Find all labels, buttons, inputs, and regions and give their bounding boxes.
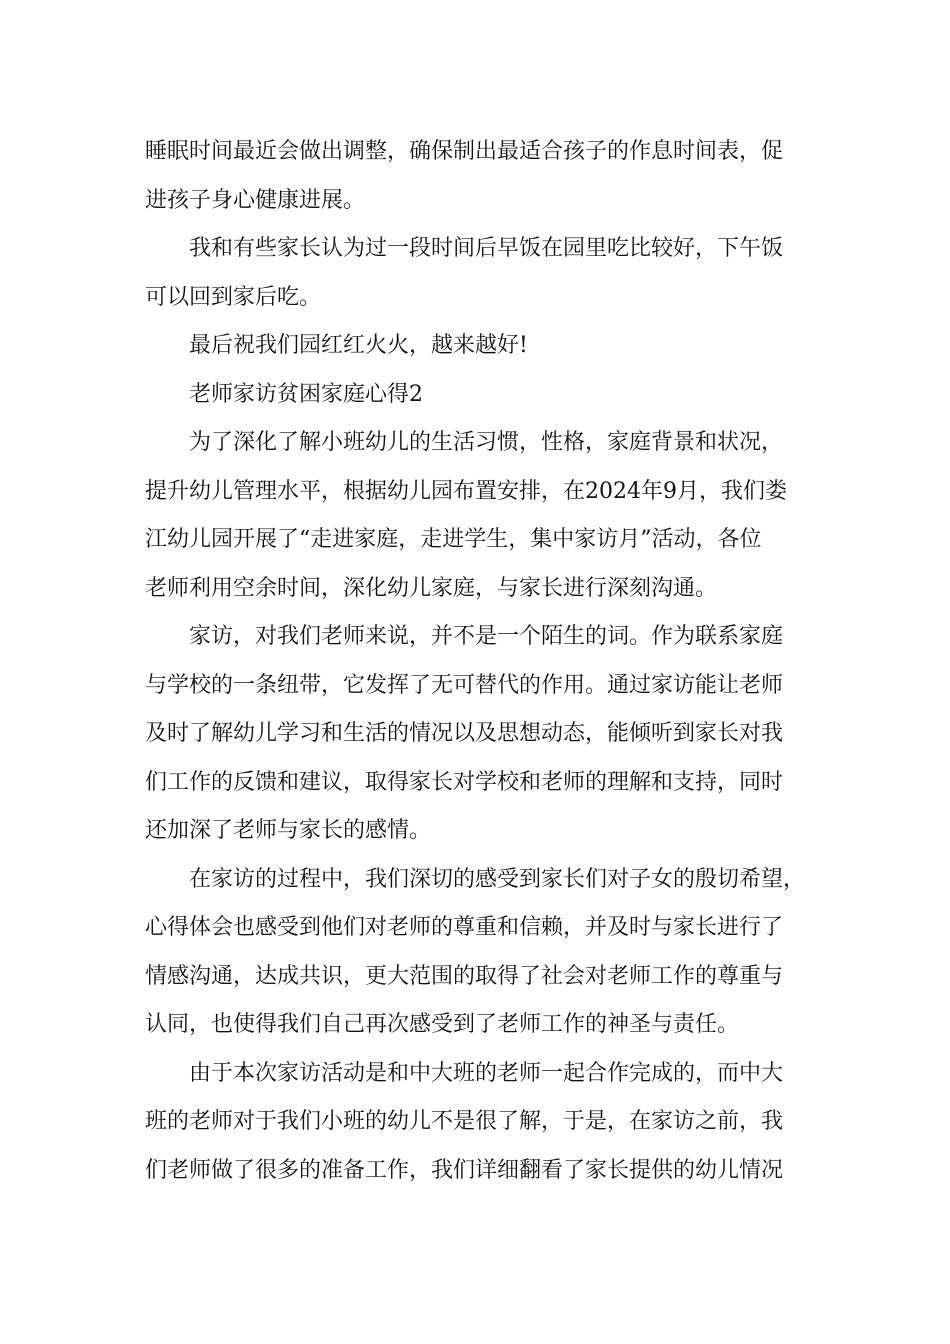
text-line: 还加深了老师与家长的感情。 (145, 818, 432, 843)
paragraph (145, 613, 815, 856)
text-line: 们老师做了很多的准备工作，我们详细翻看了家长提供的幼儿情况 (145, 1157, 784, 1183)
paragraph (145, 419, 815, 613)
text-line: 认同，也使得我们自己再次感受到了老师工作的神圣与责任。 (145, 1012, 740, 1037)
text-line: 进孩子身心健康进展。 (145, 187, 366, 213)
text-line: 可以回到家后吃。 (145, 284, 322, 310)
text-line: 睡眠时间最近会做出调整，确保制出最适合孩子的作息时间表，促 (145, 139, 784, 164)
text-line: 江幼儿园开展了“走进家庭，走进学生，集中家访月”活动，各位 (145, 527, 762, 552)
text-line: 由于本次家访活动是和中大班的老师一起合作完成的，而中大 (189, 1060, 784, 1086)
paragraph (145, 225, 815, 322)
text-line: 为了深化了解小班幼儿的生活习惯，性格，家庭背景和状况， (189, 430, 784, 455)
text-line: 提升幼儿管理水平，根据幼儿园布置安排，在2024年9月，我们娄 (145, 478, 787, 504)
section-heading (145, 371, 815, 420)
document-body (145, 128, 815, 1195)
text-line: 情感沟通，达成共识，更大范围的取得了社会对老师工作的尊重与 (145, 963, 784, 989)
text-line: 老师家访贫困家庭心得2 (189, 381, 423, 407)
paragraph (145, 856, 815, 1050)
text-line: 及时了解幼儿学习和生活的情况以及思想动态，能倾听到家长对我 (145, 721, 784, 746)
text-line: 与学校的一条纽带，它发挥了无可替代的作用。通过家访能让老师 (145, 672, 784, 698)
text-line: 班的老师对于我们小班的幼儿不是很了解，于是，在家访之前，我 (145, 1109, 784, 1134)
paragraph (145, 128, 815, 225)
text-line: 们工作的反馈和建议，取得家长对学校和老师的理解和支持，同时 (145, 769, 784, 795)
text-line: 老师利用空余时间，深化幼儿家庭，与家长进行深刻沟通。 (145, 575, 718, 601)
text-line: 心得体会也感受到他们对老师的尊重和信赖，并及时与家长进行了 (145, 915, 784, 940)
text-line: 家访，对我们老师来说，并不是一个陌生的词。作为联系家庭 (189, 624, 784, 649)
text-line: 在家访的过程中，我们深切的感受到家长们对子女的殷切希望， (189, 866, 806, 892)
paragraph (145, 1050, 815, 1196)
text-line: 我和有些家长认为过一段时间后早饭在园里吃比较好，下午饭 (189, 236, 784, 261)
text-line: 最后祝我们园红红火火，越来越好! (189, 333, 528, 358)
paragraph (145, 322, 815, 371)
